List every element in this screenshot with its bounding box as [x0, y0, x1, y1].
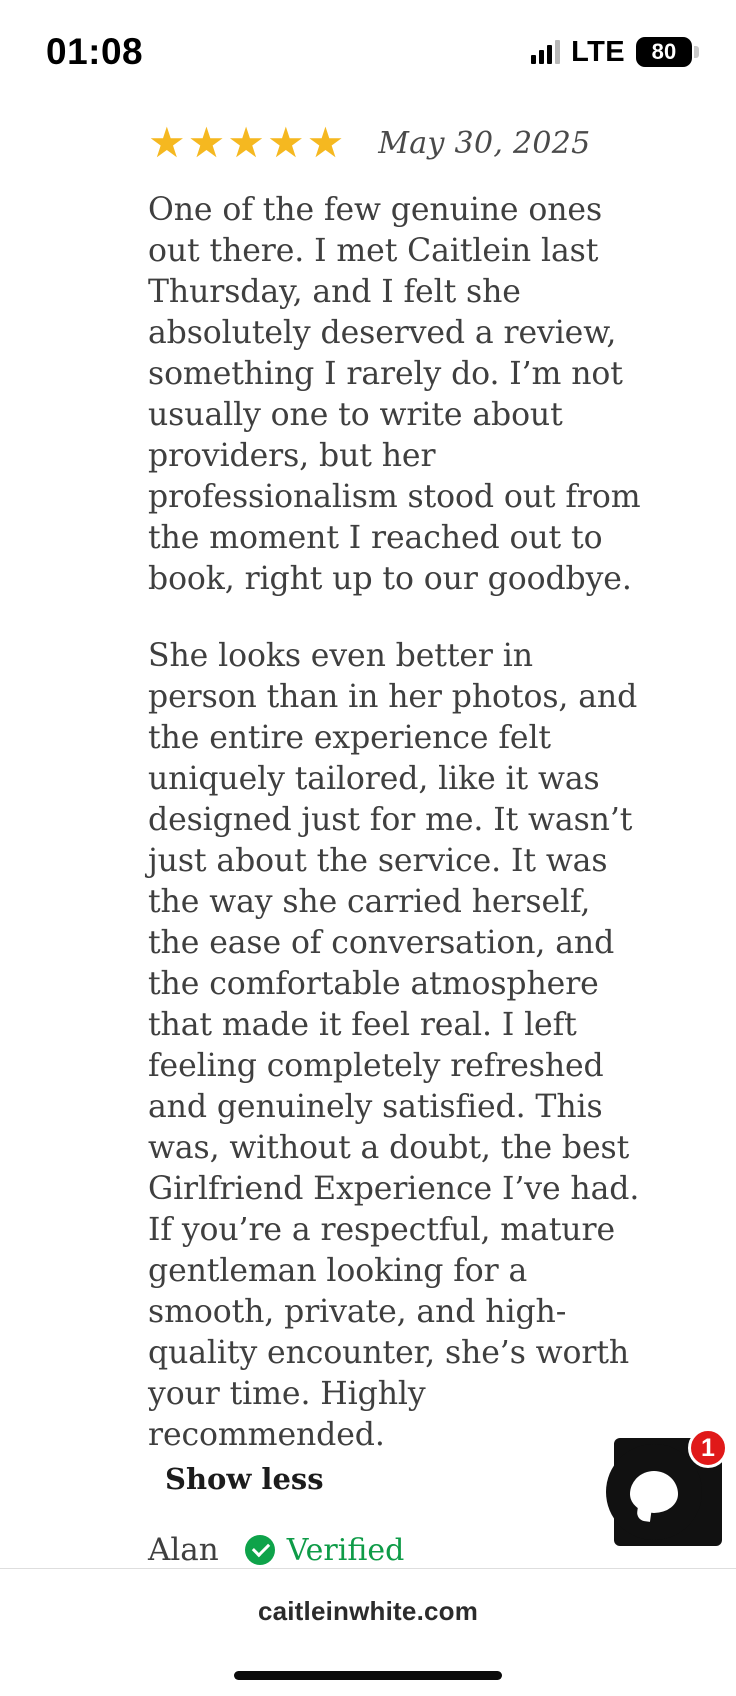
- review-card: [0, 104, 736, 1568]
- chat-bubble-icon[interactable]: [606, 1444, 702, 1540]
- browser-url-label[interactable]: caitleinwhite.com: [257, 1596, 479, 1626]
- reviewer-info: [30, 1496, 706, 1568]
- review-paragraph: She looks even better in person than in her photos, and the entire experience felt uniquely tailored, like it was designed just for me. It wasn’t just about the service. It was the way she carried herself, the ease of conversation, and the comfortable atmosphere that made it feel real. I left feeling completely refreshed and genuinely satisfied. This was, without a doubt, the best Girlfriend Experience I’ve had. If you’re a respectful, mature gentleman looking for a smooth, private, and high-quality encounter, she’s worth your time. Highly recommended.: [148, 638, 640, 1453]
- chat-bubble-glyph: [630, 1471, 678, 1513]
- battery-icon: [636, 37, 692, 67]
- chat-unread-badge: 1: [688, 1428, 728, 1468]
- status-clock: 01:08: [46, 31, 144, 72]
- review-date: May 30, 2025: [378, 125, 591, 161]
- verified-label: Verified: [286, 1532, 405, 1568]
- status-bar: [0, 0, 736, 104]
- battery-tip: [694, 46, 699, 58]
- browser-address-bar[interactable]: [0, 1568, 736, 1654]
- reviewer-name: Alan: [148, 1532, 219, 1568]
- battery-level-label: 80: [651, 39, 677, 64]
- status-badge: [245, 1533, 405, 1568]
- home-indicator[interactable]: [234, 1671, 502, 1680]
- review-text: [30, 170, 706, 1456]
- rating-stars: ★★★★★: [148, 119, 347, 166]
- network-type-label: LTE: [571, 35, 625, 68]
- review-header: [30, 104, 706, 170]
- show-less-toggle[interactable]: Show less: [165, 1462, 324, 1496]
- verified-check-icon: [245, 1535, 275, 1565]
- review-paragraph: One of the few genuine ones out there. I met Caitlein last Thursday, and I felt she absolutely deserved a review, something I rarely do. I’m not usually one to write about providers, but her professionalism stood out from the moment I reached out to book, right up to our goodbye.: [148, 192, 641, 597]
- home-indicator-area: [0, 1654, 736, 1696]
- cellular-signal-icon: [531, 40, 560, 64]
- status-indicators: [531, 36, 692, 69]
- chat-widget-button[interactable]: [614, 1433, 722, 1546]
